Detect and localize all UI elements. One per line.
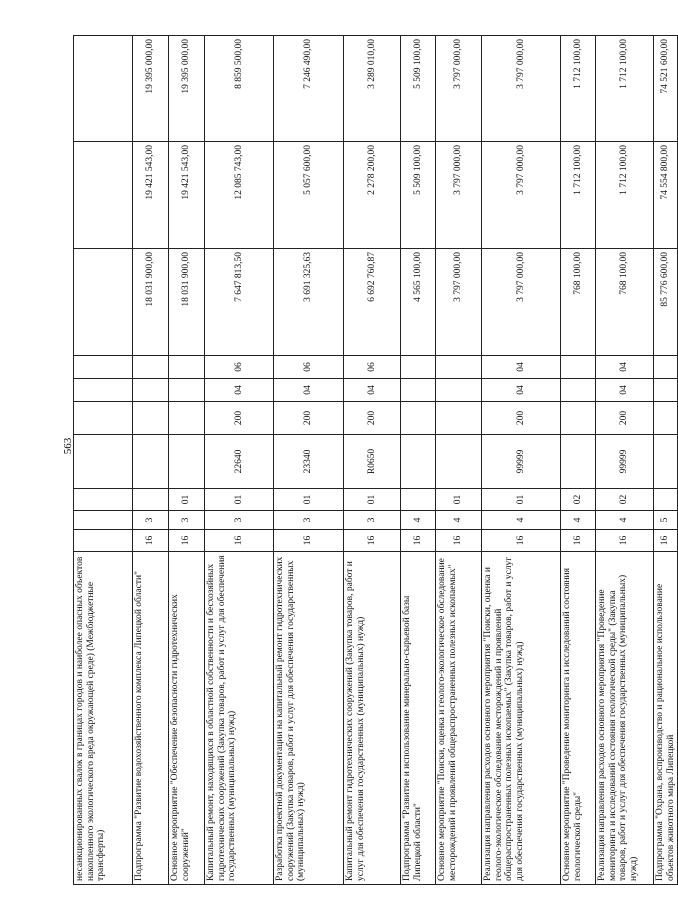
amount-cell: 19 395 000,00: [133, 36, 169, 142]
amount-cell: 5 057 600,00: [274, 142, 344, 249]
amount-cell: 5 509 100,00: [401, 36, 436, 142]
amount-cell: 8 859 500,00: [205, 36, 274, 142]
code-cell: [133, 435, 169, 489]
code-cell: 16: [205, 530, 274, 552]
code-cell: [169, 356, 205, 379]
code-cell: [436, 435, 482, 489]
amount-cell: 12 085 743,00: [205, 142, 274, 249]
code-cell: 16: [133, 530, 169, 552]
code-cell: 04: [596, 356, 654, 379]
row-name-cell: Основное мероприятие "Обеспечение безопасности гидротехнических сооружений": [169, 552, 205, 885]
code-cell: 04: [344, 379, 401, 402]
code-cell: [133, 379, 169, 402]
code-cell: 3: [205, 511, 274, 530]
code-cell: 22640: [205, 435, 274, 489]
code-cell: 3: [274, 511, 344, 530]
row-name-cell: Подпрограмма "Развитие водохозяйственного комплекса Липецкой области": [133, 552, 169, 885]
table-row: [74, 36, 133, 885]
amount-cell: 3 797 000,00: [482, 36, 561, 142]
code-cell: 04: [274, 379, 344, 402]
amount-cell: 5 509 100,00: [401, 142, 436, 249]
amount-cell: 1 712 100,00: [561, 36, 596, 142]
code-cell: 01: [436, 489, 482, 511]
code-cell: [74, 356, 133, 379]
code-cell: 4: [561, 511, 596, 530]
amount-cell: [74, 36, 133, 142]
code-cell: 16: [596, 530, 654, 552]
amount-cell: [74, 142, 133, 249]
code-cell: 200: [205, 402, 274, 435]
table-row: [205, 36, 274, 885]
code-cell: 4: [596, 511, 654, 530]
amount-cell: 3 797 000,00: [436, 142, 482, 249]
code-cell: 16: [401, 530, 436, 552]
amount-cell: 6 692 760,87: [344, 249, 401, 356]
code-cell: [74, 489, 133, 511]
table-row: [344, 36, 401, 885]
table-wrapper: [73, 36, 676, 885]
code-cell: 200: [482, 402, 561, 435]
code-cell: 04: [596, 379, 654, 402]
amount-cell: 768 100,00: [561, 249, 596, 356]
table-row: [169, 36, 205, 885]
amount-cell: 74 521 600,00: [654, 36, 678, 142]
budget-table: [73, 35, 678, 885]
amount-cell: 3 797 000,00: [436, 249, 482, 356]
amount-cell: 1 712 100,00: [596, 36, 654, 142]
amount-cell: 1 712 100,00: [561, 142, 596, 249]
code-cell: [561, 402, 596, 435]
code-cell: 5: [654, 511, 678, 530]
table-row: [401, 36, 436, 885]
code-cell: 200: [344, 402, 401, 435]
code-cell: [654, 356, 678, 379]
code-cell: [654, 379, 678, 402]
code-cell: [436, 356, 482, 379]
row-name-cell: несанкционированных свалок в границах городов и наиболее опасных объектов накопленного экологического вреда окружающей среде) (Межбюджетные трансферты): [74, 552, 133, 885]
code-cell: 02: [561, 489, 596, 511]
code-cell: 16: [169, 530, 205, 552]
code-cell: [74, 511, 133, 530]
row-name-cell: Подпрограмма "Охрана, воспроизводство и рациональное использование объектов животного мира Липецкой: [654, 552, 678, 885]
amount-cell: [74, 249, 133, 356]
amount-cell: 1 712 100,00: [596, 142, 654, 249]
code-cell: [654, 489, 678, 511]
row-name-cell: Реализация направления расходов основного мероприятия "Проведение мониторинга и исследований состояния геологической среды" (Закупка товаров, работ и услуг для обеспечения государственных (муниципальных) нужд): [596, 552, 654, 885]
code-cell: [169, 435, 205, 489]
table-row: [133, 36, 169, 885]
code-cell: 01: [205, 489, 274, 511]
code-cell: [74, 379, 133, 402]
amount-cell: 2 278 200,00: [344, 142, 401, 249]
amount-cell: 7 246 490,00: [274, 36, 344, 142]
amount-cell: 3 289 010,00: [344, 36, 401, 142]
table-row: [274, 36, 344, 885]
code-cell: 3: [133, 511, 169, 530]
code-cell: 06: [205, 356, 274, 379]
code-cell: [654, 402, 678, 435]
code-cell: 01: [274, 489, 344, 511]
code-cell: 04: [482, 379, 561, 402]
code-cell: 06: [274, 356, 344, 379]
code-cell: [436, 379, 482, 402]
code-cell: [74, 435, 133, 489]
code-cell: [401, 435, 436, 489]
code-cell: 16: [274, 530, 344, 552]
row-name-cell: Подпрограмма "Развитие и использование минерально-сырьевой базы Липецкой области": [401, 552, 436, 885]
amount-cell: 18 031 900,00: [169, 249, 205, 356]
code-cell: [169, 379, 205, 402]
code-cell: [654, 435, 678, 489]
code-cell: 06: [344, 356, 401, 379]
amount-cell: 19 421 543,00: [133, 142, 169, 249]
code-cell: 04: [205, 379, 274, 402]
amount-cell: 7 647 813,50: [205, 249, 274, 356]
code-cell: 99999: [596, 435, 654, 489]
code-cell: 99999: [482, 435, 561, 489]
amount-cell: 19 395 000,00: [169, 36, 205, 142]
code-cell: R0650: [344, 435, 401, 489]
table-row: [654, 36, 678, 885]
code-cell: 01: [482, 489, 561, 511]
code-cell: [561, 435, 596, 489]
code-cell: 04: [482, 356, 561, 379]
code-cell: 02: [596, 489, 654, 511]
code-cell: [133, 489, 169, 511]
amount-cell: 3 691 325,63: [274, 249, 344, 356]
code-cell: 16: [654, 530, 678, 552]
code-cell: 4: [401, 511, 436, 530]
code-cell: [401, 379, 436, 402]
code-cell: 200: [596, 402, 654, 435]
code-cell: 23340: [274, 435, 344, 489]
code-cell: 3: [344, 511, 401, 530]
row-name-cell: Разработка проектной документации на капитальный ремонт гидротехнических сооружений (Закупка товаров, работ и услуг для обеспечения государственных (муниципальных) нужд): [274, 552, 344, 885]
code-cell: 16: [482, 530, 561, 552]
code-cell: [401, 402, 436, 435]
code-cell: [561, 356, 596, 379]
page-number: 563: [62, 437, 74, 455]
code-cell: [74, 402, 133, 435]
code-cell: 16: [436, 530, 482, 552]
amount-cell: 18 031 900,00: [133, 249, 169, 356]
table-row: [436, 36, 482, 885]
code-cell: [74, 530, 133, 552]
code-cell: [401, 489, 436, 511]
code-cell: 16: [344, 530, 401, 552]
code-cell: [169, 402, 205, 435]
code-cell: [133, 356, 169, 379]
code-cell: 4: [482, 511, 561, 530]
amount-cell: 3 797 000,00: [482, 142, 561, 249]
code-cell: 3: [169, 511, 205, 530]
row-name-cell: Реализация направления расходов основного мероприятия "Поиски, оценка и геолого-экологическое обследование месторождений и проявлений общераспространенных полезных ископаемых" (Закупка товаров, работ и услуг для обеспечения государственных (муниципальных) нужд): [482, 552, 561, 885]
code-cell: 01: [169, 489, 205, 511]
amount-cell: 3 797 000,00: [482, 249, 561, 356]
table-body: [74, 36, 678, 885]
table-row: [561, 36, 596, 885]
row-name-cell: Основное мероприятие "Проведение мониторинга и исследований состояния геологической среды": [561, 552, 596, 885]
code-cell: [561, 379, 596, 402]
table-row: [596, 36, 654, 885]
amount-cell: 4 565 100,00: [401, 249, 436, 356]
code-cell: 16: [561, 530, 596, 552]
code-cell: 4: [436, 511, 482, 530]
amount-cell: 85 776 600,00: [654, 249, 678, 356]
table-row: [482, 36, 561, 885]
amount-cell: 768 100,00: [596, 249, 654, 356]
code-cell: 01: [344, 489, 401, 511]
amount-cell: 3 797 000,00: [436, 36, 482, 142]
code-cell: [401, 356, 436, 379]
row-name-cell: Капитальный ремонт, находящихся в областной собственности и бесхозяйных гидротехнических сооружений (Закупка товаров, работ и услуг для обеспечения государственных (муниципальных) нужд): [205, 552, 274, 885]
code-cell: [436, 402, 482, 435]
amount-cell: 74 554 800,00: [654, 142, 678, 249]
row-name-cell: Капитальный ремонт гидротехнических сооружений (Закупка товаров, работ и услуг для обеспечения государственных (муниципальных) нужд): [344, 552, 401, 885]
code-cell: 200: [274, 402, 344, 435]
code-cell: [133, 402, 169, 435]
row-name-cell: Основное мероприятие "Поиски, оценка и геолого-экологическое обследование месторождений и проявлений общераспространенных полезных ископаемых": [436, 552, 482, 885]
amount-cell: 19 421 543,00: [169, 142, 205, 249]
